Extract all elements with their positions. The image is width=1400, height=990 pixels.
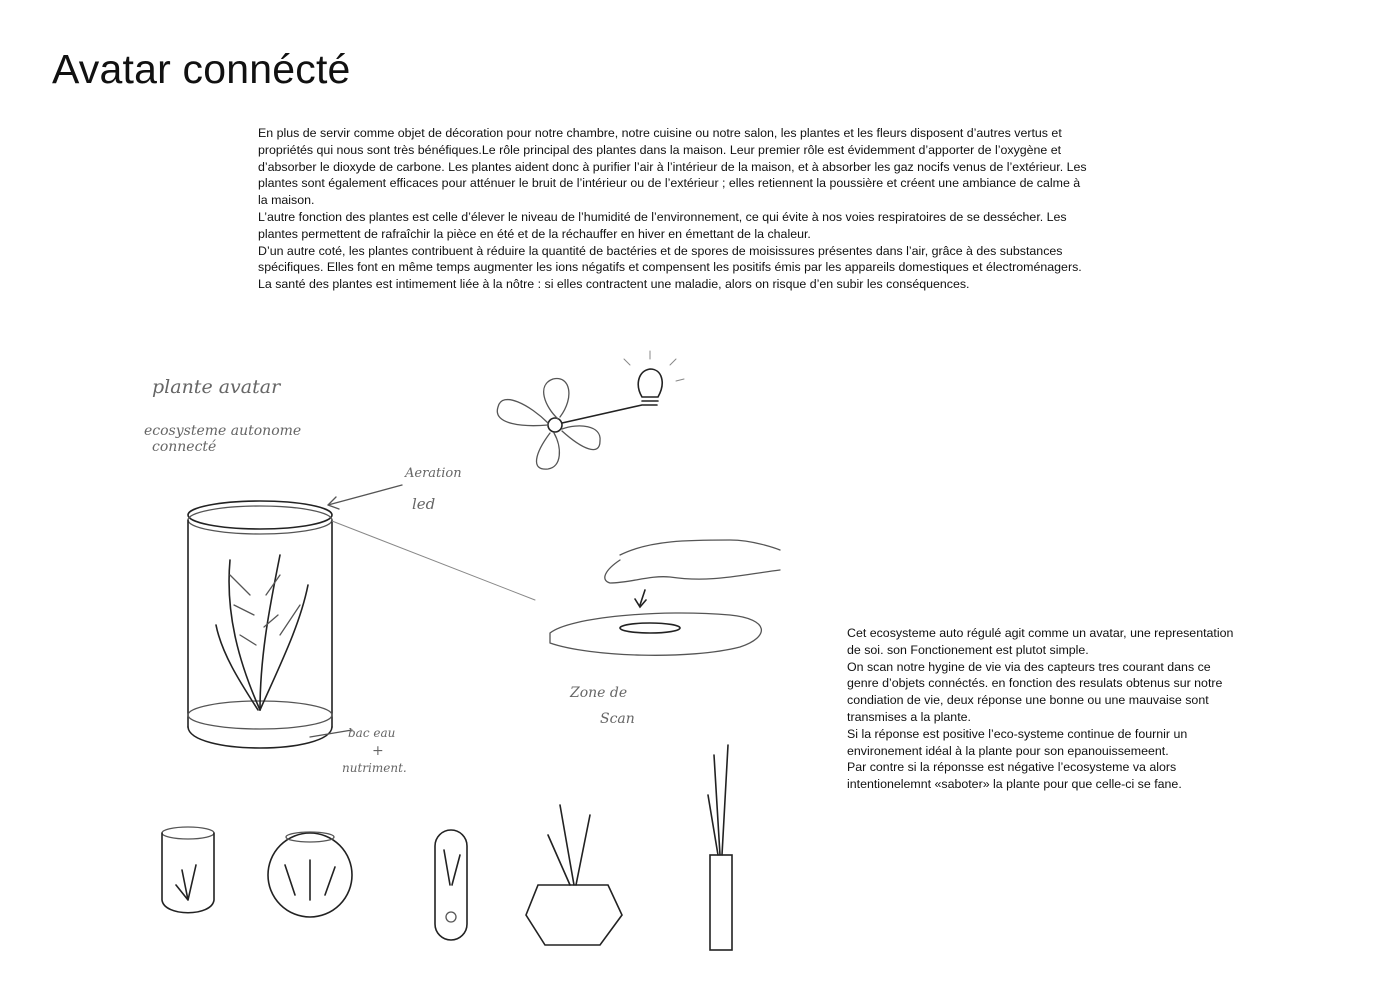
sketch-label-nutriment: nutriment. [342, 761, 407, 775]
intro-paragraph: D’un autre coté, les plantes contribuent à réduire la quantité de bactéries et de spores de moisissures présentes dans l’air, grâce à des substances spécifiques. Elles font en même temps augmenter les ions négatifs et compensent les positifs émis par les appareils domestiques et électroménagers. [258, 243, 1082, 275]
intro-paragraph: En plus de servir comme objet de décoration pour notre chambre, notre cuisine ou notre salon, les plantes et les fleurs disposent d’autres vertus et propriétés qui nous sont très bénéfiques.Le rôle principal des plantes dans la maison. Leur premier rôle est évidemment d’apporter de l’oxygène et d’absorber le dioxyde de carbone. Les plantes aident donc à purifier l’air à l’intérieur de la maison, et à absorber les gaz nocifs venus de l’extérieur. Les plantes sont également efficaces pour atténuer le bruit de l’intérieur ou de l’extérieur ; elles retiennent la poussière et créent une ambiance de calme à la maison. [258, 126, 1087, 208]
description-text [847, 625, 1235, 793]
intro-paragraph: L’autre fonction des plantes est celle d’élever le niveau de l’humidité de l’environnement, ce qui évite à nos voies respiratoires de se dessécher. Les plantes permettent de rafraîchir la pièce en été et de la réchauffer en hiver en émettant de la chaleur. [258, 209, 1067, 241]
description-paragraph: Par contre si la réponsse est négative l’ecosysteme va alors intentionelemnt «saboter» la plante pour que celle-ci se fane. [847, 760, 1182, 792]
fan-sketch [497, 379, 642, 470]
concept-sketch [130, 345, 810, 955]
sketch-label-plus: + [372, 743, 384, 759]
sketch-drawing [130, 345, 810, 955]
scan-pad-sketch [550, 540, 780, 655]
sketch-label-scan: Scan [600, 711, 635, 727]
variant-sketches [162, 745, 732, 950]
sketch-label-sub1: ecosysteme autonome [144, 423, 302, 439]
intro-text [258, 125, 1090, 293]
description-paragraph: On scan notre hygine de vie via des capteurs tres courant dans ce genre d’objets connéctés. en fonction des resulats obtenus sur notre condiation de vie, deux réponse une bonne ou une mauvaise sont transmises a la plante. [847, 659, 1223, 724]
sketch-label-zone: Zone de [570, 685, 628, 701]
lightbulb-sketch [624, 351, 684, 405]
intro-paragraph: La santé des plantes est intimement liée à la nôtre : si elles contractent une maladie, alors on risque d’en subir les conséquences. [258, 277, 970, 292]
sketch-label-led: led [412, 495, 436, 513]
sketch-label-bac: bac eau [348, 726, 396, 740]
sketch-label-heading: plante avatar [152, 376, 281, 398]
description-paragraph: Si la réponse est positive l’eco-systeme continue de fournir un environement idéal à la plante pour son epanouissemeent. [847, 726, 1188, 758]
main-jar-sketch [188, 501, 535, 748]
description-paragraph: Cet ecosysteme auto régulé agit comme un avatar, une representation de soi. son Fonctionement est plutot simple. [847, 626, 1234, 657]
page-title: Avatar connécté [52, 46, 351, 92]
sketch-label-sub2: connecté [152, 439, 217, 455]
sketch-label-aeration: Aeration [405, 466, 462, 481]
